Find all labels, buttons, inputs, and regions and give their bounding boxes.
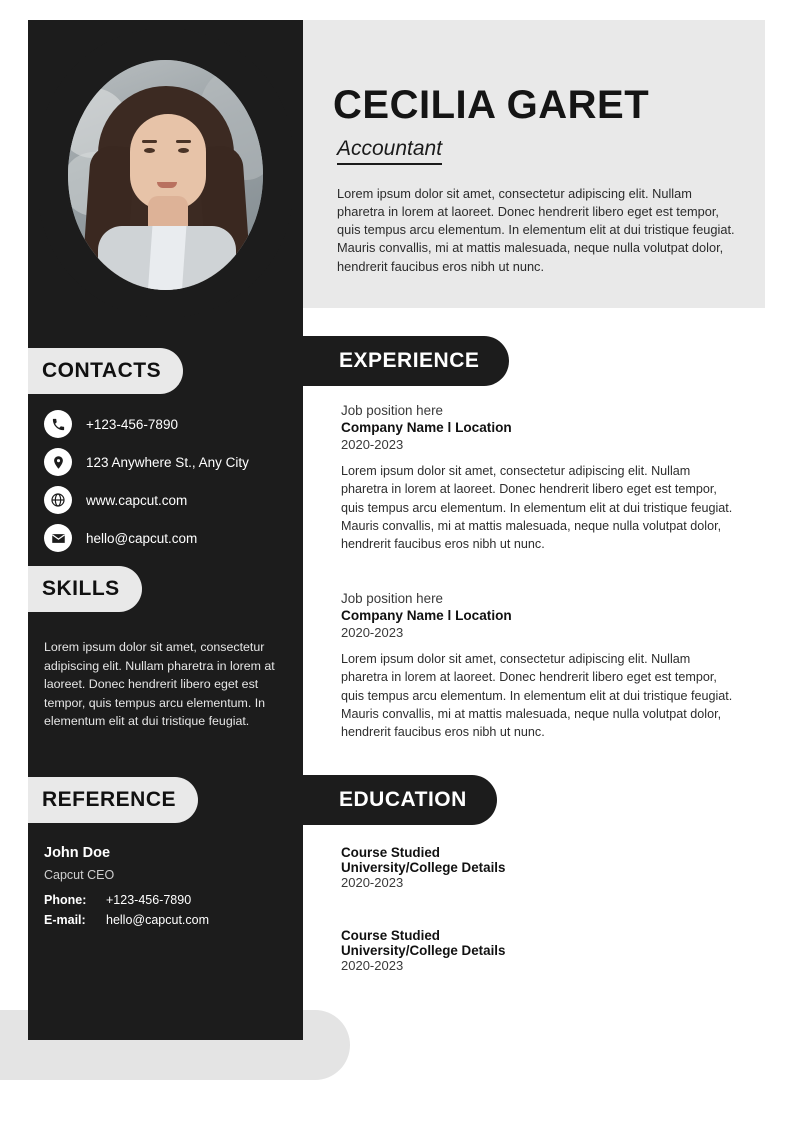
contact-item-email[interactable] <box>44 519 294 557</box>
contact-item-phone[interactable] <box>44 405 294 443</box>
skills-heading: SKILLS <box>28 566 142 612</box>
experience-item <box>341 403 733 553</box>
contact-phone-text: +123-456-7890 <box>86 416 178 432</box>
experience-description: Lorem ipsum dolor sit amet, consectetur adipiscing elit. Nullam pharetra in lorem at laoreet. Donec hendrerit libero eget est tempor, quis tempus arcu elementum. In elementum elit at dui tristique feugiat. Mauris convallis, mi at mattis malesuada, neque nulla volutpat dolor, hendrerit faucibus eros nibh ut nunc. <box>341 652 733 739</box>
envelope-icon <box>44 524 72 552</box>
education-dates: 2020-2023 <box>341 875 404 890</box>
reference-heading: REFERENCE <box>28 777 198 823</box>
education-school: University/College Details <box>341 860 506 875</box>
experience-position: Job position here <box>341 591 443 606</box>
phone-icon <box>44 410 72 438</box>
photo-shirt <box>98 226 236 290</box>
candidate-name: CECILIA GARET <box>333 83 650 127</box>
education-course: Course Studied <box>341 928 440 943</box>
contact-address-text: 123 Anywhere St., Any City <box>86 454 249 470</box>
experience-description: Lorem ipsum dolor sit amet, consectetur adipiscing elit. Nullam pharetra in lorem at laoreet. Donec hendrerit libero eget est tempor, quis tempus arcu elementum. In elementum elit at dui tristique feugiat. Mauris convallis, mi at mattis malesuada, neque nulla volutpat dolor, hendrerit faucibus eros nibh ut nunc. <box>341 464 733 551</box>
photo-eyebrow-right <box>176 140 191 143</box>
photo-mouth <box>157 182 177 188</box>
photo-eye-right <box>178 148 189 153</box>
contacts-list <box>44 405 294 557</box>
contact-website-text: www.capcut.com <box>86 492 188 508</box>
education-dates: 2020-2023 <box>341 958 404 973</box>
experience-dates: 2020-2023 <box>341 437 404 452</box>
experience-heading: EXPERIENCE <box>303 336 509 386</box>
candidate-role: Accountant <box>337 137 442 165</box>
globe-icon <box>44 486 72 514</box>
reference-phone-value: +123-456-7890 <box>106 893 192 907</box>
education-item <box>341 845 733 890</box>
reference-phone-row <box>44 893 284 907</box>
education-school: University/College Details <box>341 943 506 958</box>
photo-eye-left <box>144 148 155 153</box>
experience-dates: 2020-2023 <box>341 625 404 640</box>
experience-company: Company Name l Location <box>341 420 512 435</box>
reference-email-row <box>44 913 284 927</box>
experience-item <box>341 591 733 741</box>
skills-text: Lorem ipsum dolor sit amet, consectetur adipiscing elit. Nullam pharetra in lorem at laoreet. Donec hendrerit libero eget est tempor, quis tempus arcu elementum. In elementum elit at dui tristique feugiat. <box>44 640 275 729</box>
experience-company: Company Name l Location <box>341 608 512 623</box>
reference-email-label: E-mail: <box>44 913 86 927</box>
contact-email-text: hello@capcut.com <box>86 530 198 546</box>
reference-phone-label: Phone: <box>44 893 87 907</box>
photo-eyebrow-left <box>142 140 157 143</box>
reference-email-value: hello@capcut.com <box>106 913 210 927</box>
contact-item-website[interactable] <box>44 481 294 519</box>
contacts-heading: CONTACTS <box>28 348 183 394</box>
contact-item-address[interactable] <box>44 443 294 481</box>
reference-contact-rows <box>44 893 284 933</box>
experience-position: Job position here <box>341 403 443 418</box>
education-item <box>341 928 733 973</box>
reference-name: John Doe <box>44 845 111 861</box>
profile-summary: Lorem ipsum dolor sit amet, consectetur adipiscing elit. Nullam pharetra in lorem at laoreet. Donec hendrerit libero eget est tempor, quis tempus arcu elementum. In elementum elit at dui tristique feugiat. Mauris convallis, mi at mattis malesuada, neque nulla volutpat dolor, hendrerit faucibus eros nibh ut nunc. <box>337 186 735 274</box>
location-pin-icon <box>44 448 72 476</box>
reference-title: Capcut CEO <box>44 868 115 882</box>
education-heading: EDUCATION <box>303 775 497 825</box>
profile-photo <box>68 60 263 290</box>
education-course: Course Studied <box>341 845 440 860</box>
